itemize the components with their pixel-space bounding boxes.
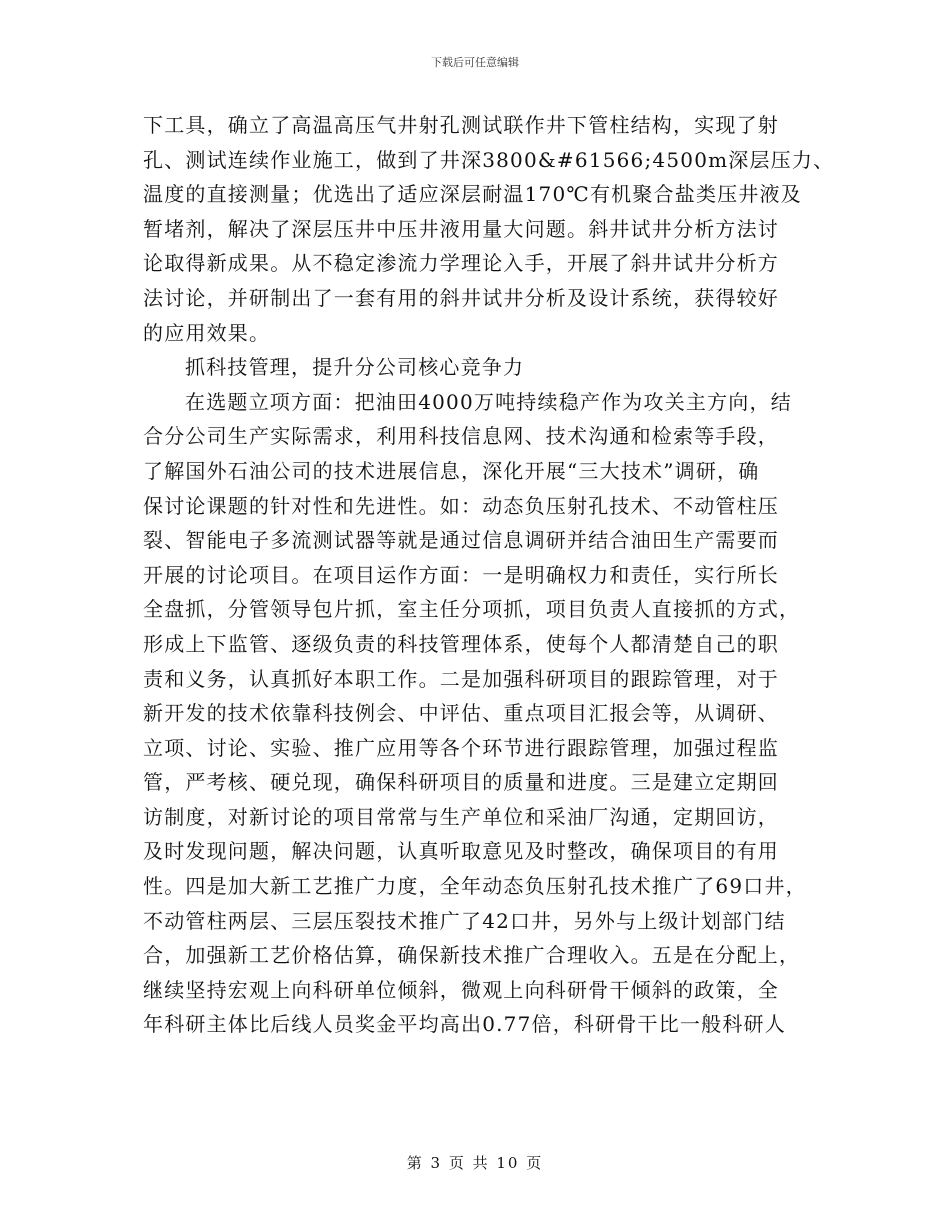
text-line: 法讨论，并研制出了一套有用的斜井试井分析及设计系统，获得较好 — [143, 285, 779, 310]
text-line: 形成上下监管、逐级负责的科技管理体系，使每个人都清楚自己的职 — [143, 631, 779, 656]
body-text — [143, 108, 835, 1042]
text-line: 管，严考核、硬兑现，确保科研项目的质量和进度。三是建立定期回 — [143, 770, 779, 795]
text-line: 了解国外石油公司的技术进展信息，深化开展“三大技术”调研，确 — [143, 458, 760, 483]
page-number: 第 3 页 共 10 页 — [406, 1154, 544, 1172]
text-line: 全盘抓，分管领导包片抓，室主任分项抓，项目负责人直接抓的方式， — [143, 597, 801, 622]
text-line: 合，加强新工艺价格估算，确保新技术推广合理收入。五是在分配上， — [143, 943, 801, 968]
text-line: 的应用效果。 — [143, 320, 271, 345]
text-line: 在选题立项方面：把油田4000万吨持续稳产作为攻关主方向，结 — [185, 389, 792, 414]
text-line: 新开发的技术依靠科技例会、中评估、重点项目汇报会等，从调研、 — [143, 701, 779, 726]
text-line: 不动管柱两层、三层压裂技术推广了42口井，另外与上级计划部门结 — [143, 908, 786, 933]
text-line: 孔、测试连续作业施工，做到了井深3800&#61566;4500m深层压力、 — [143, 147, 835, 172]
text-line: 合分公司生产实际需求，利用科技信息网、技术沟通和检索等手段， — [143, 424, 779, 449]
text-line: 论取得新成果。从不稳定渗流力学理论入手，开展了斜井试井分析方 — [143, 251, 779, 276]
text-line: 年科研主体比后线人员奖金平均高出0.77倍，科研骨干比一般科研人 — [143, 1012, 786, 1037]
section-heading: 抓科技管理，提升分公司核心竞争力 — [185, 355, 525, 380]
text-line: 温度的直接测量；优选出了适应深层耐温170℃有机聚合盐类压井液及 — [143, 182, 802, 207]
text-line: 下工具，确立了高温高压气井射孔测试联作井下管柱结构，实现了射 — [143, 113, 779, 137]
text-line: 继续坚持宏观上向科研单位倾斜，微观上向科研骨干倾斜的政策，全 — [143, 977, 779, 1002]
text-line: 责和义务，认真抓好本职工作。二是加强科研项目的跟踪管理，对于 — [143, 666, 779, 691]
text-line: 暂堵剂，解决了深层压井中压井液用量大问题。斜井试井分析方法讨 — [143, 216, 779, 241]
text-line: 保讨论课题的针对性和先进性。如：动态负压射孔技术、不动管柱压 — [143, 493, 779, 518]
text-line: 开展的讨论项目。在项目运作方面：一是明确权力和责任，实行所长 — [143, 562, 779, 587]
text-line: 及时发现问题，解决问题，认真听取意见及时整改，确保项目的有用 — [143, 839, 779, 864]
text-line: 性。四是加大新工艺推广力度，全年动态负压射孔技术推广了69口井， — [143, 874, 807, 899]
text-line: 访制度，对新讨论的项目常常与生产单位和采油厂沟通，定期回访， — [143, 804, 779, 829]
text-line: 立项、讨论、实验、推广应用等各个环节进行跟踪管理，加强过程监 — [143, 735, 779, 760]
page-header: 下载后可任意编辑 — [431, 56, 519, 69]
text-line: 裂、智能电子多流测试器等就是通过信息调研并结合油田生产需要而 — [143, 528, 779, 553]
